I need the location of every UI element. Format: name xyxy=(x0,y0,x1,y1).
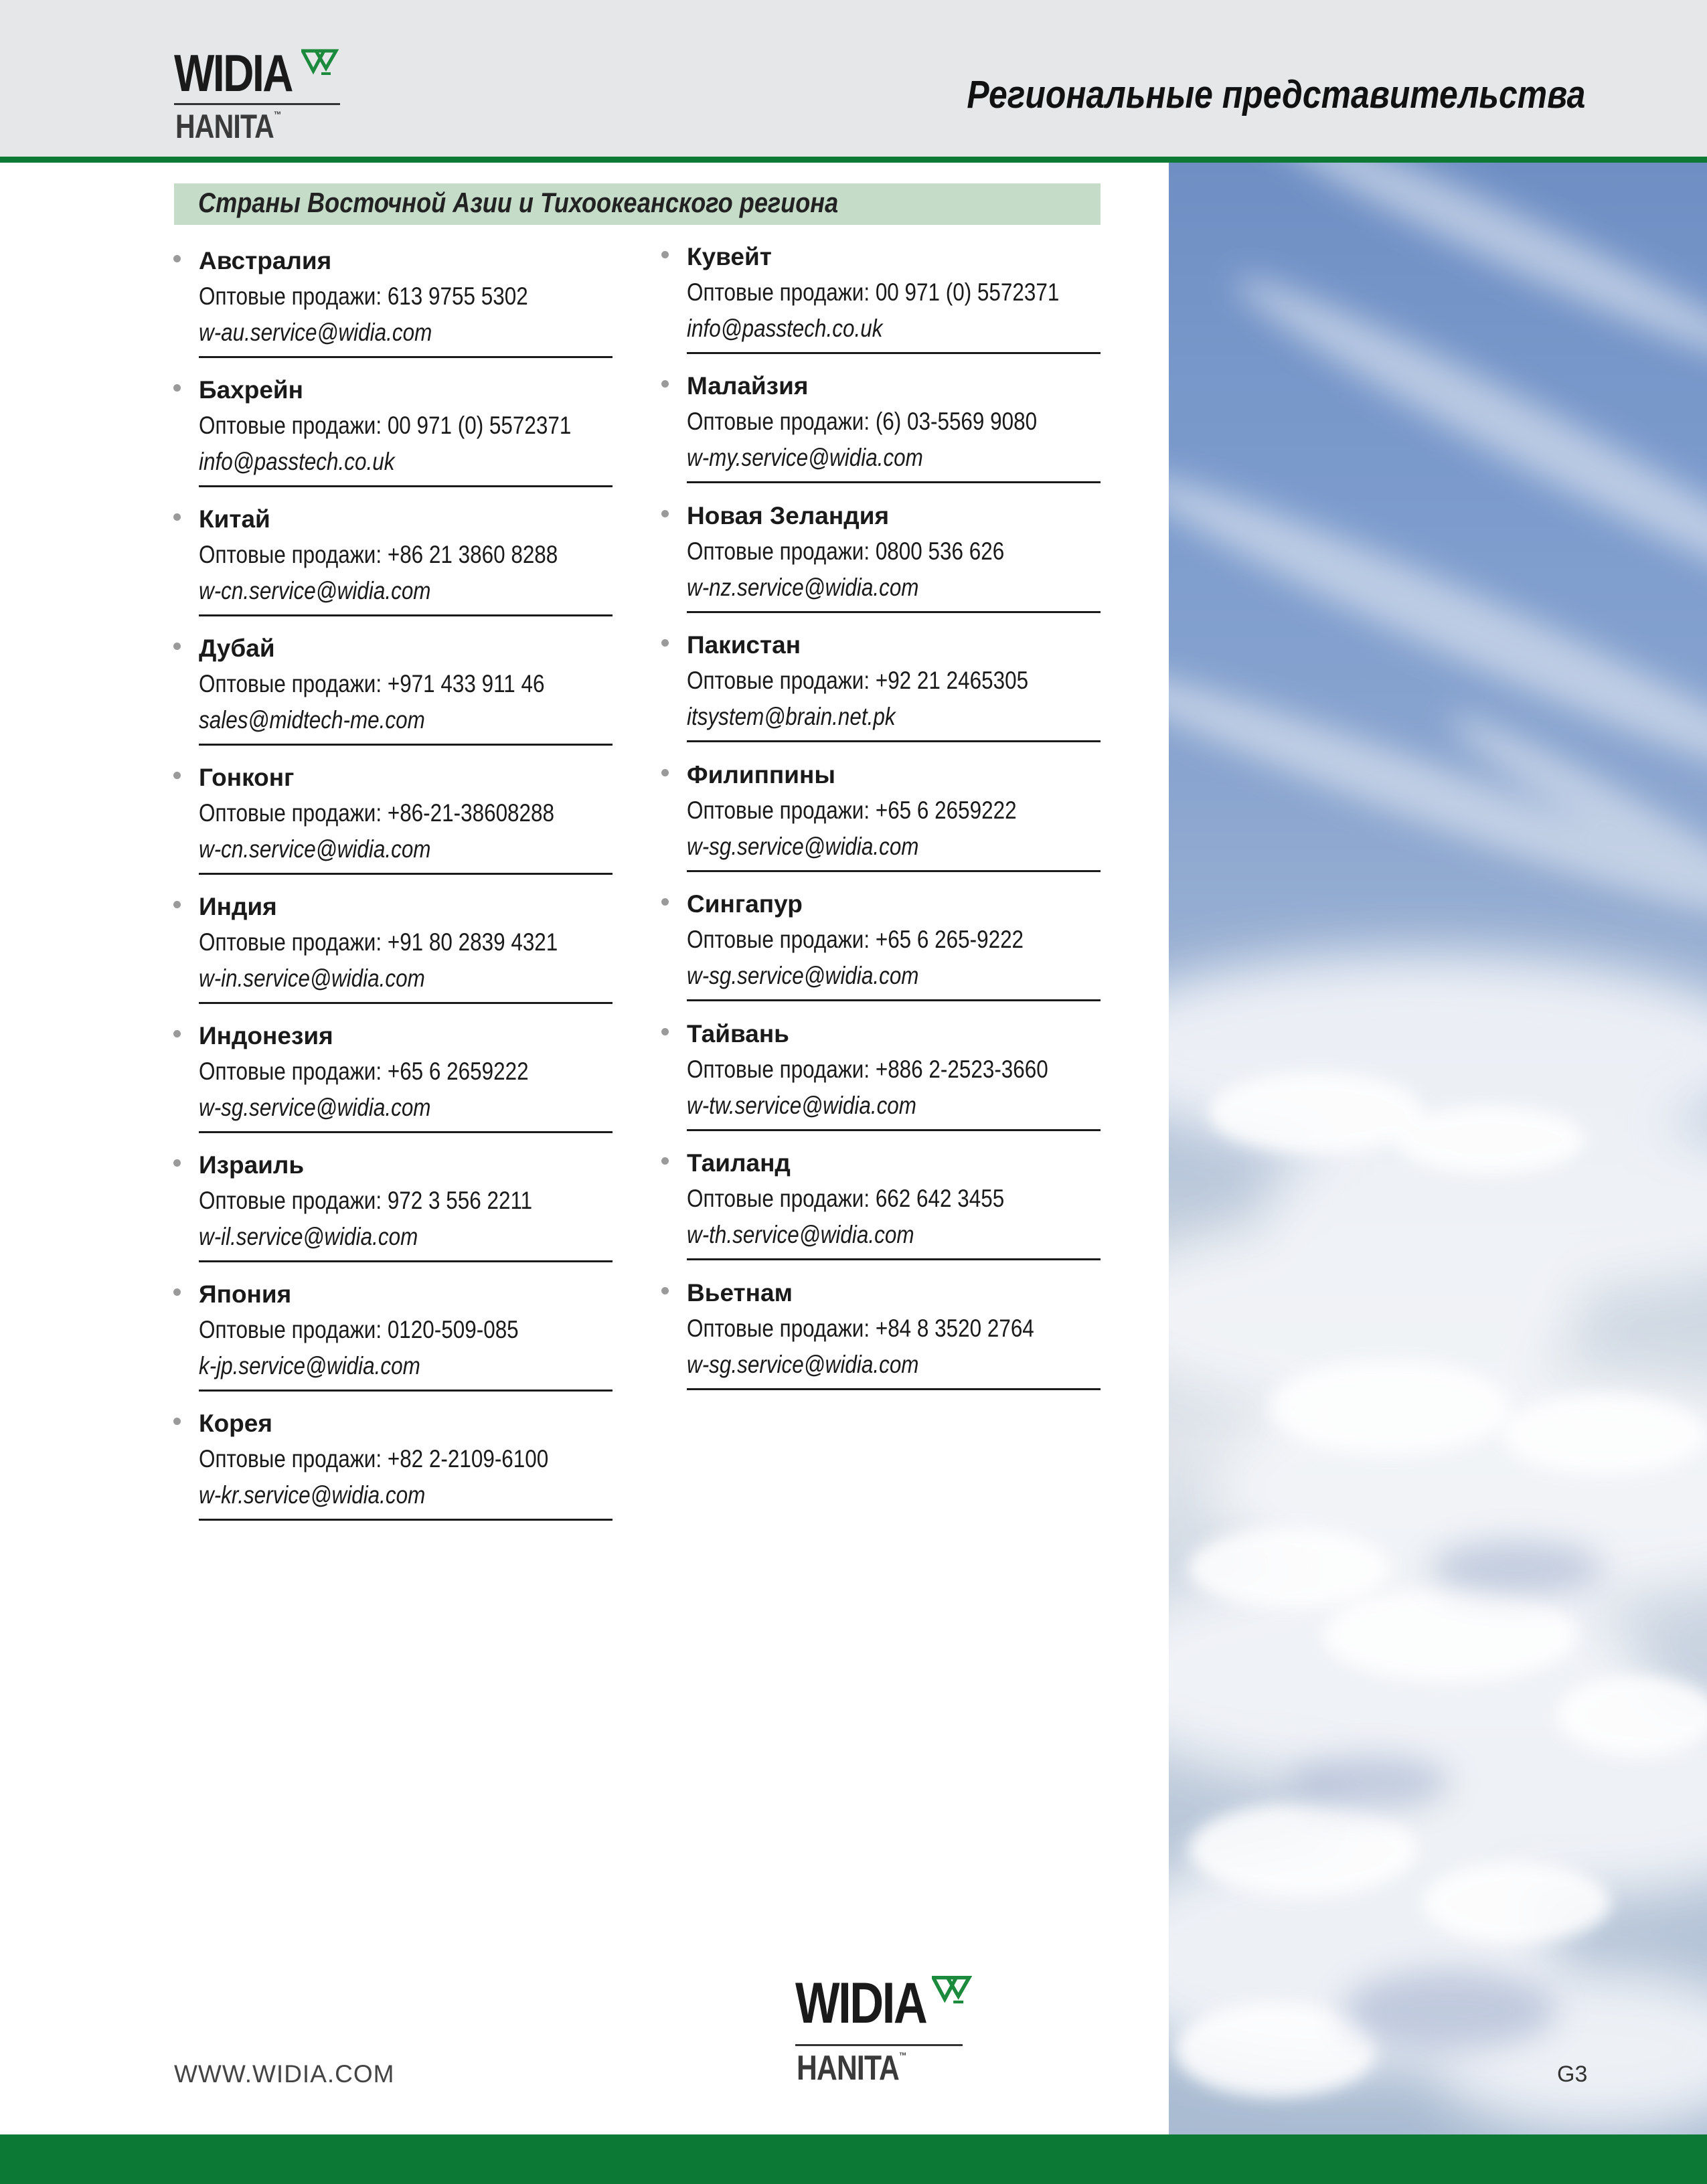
bullet-dot-icon xyxy=(661,1028,669,1035)
country-name: Гонконг xyxy=(199,764,295,791)
office-entry-japan xyxy=(199,1280,613,1411)
office-entry-korea xyxy=(199,1410,613,1540)
bullet-dot-icon xyxy=(173,513,181,521)
email-link[interactable]: w-nz.service@widia.com xyxy=(687,574,919,601)
logo-hanita-text: HANITA™ xyxy=(175,108,281,145)
country-name: Пакистан xyxy=(687,631,801,659)
phone-line: Оптовые продажи: 972 3 556 2211 xyxy=(199,1187,533,1214)
country-name: Сингапур xyxy=(687,890,803,918)
phone-line: Оптовые продажи: 662 642 3455 xyxy=(687,1185,1005,1212)
email-link[interactable]: w-sg.service@widia.com xyxy=(199,1094,431,1121)
email-link[interactable]: info@passtech.co.uk xyxy=(687,315,883,342)
entry-divider xyxy=(687,870,1101,872)
footer-logo xyxy=(795,1971,976,2088)
country-name: Новая Зеландия xyxy=(687,502,890,529)
country-name: Дубай xyxy=(199,635,275,662)
logo-divider xyxy=(174,103,340,105)
phone-line: Оптовые продажи: +86-21-38608288 xyxy=(199,799,555,827)
office-entry-india xyxy=(199,893,613,1023)
office-entry-malaysia xyxy=(687,372,1101,503)
phone-line: Оптовые продажи: +886 2-2523-3660 xyxy=(687,1056,1048,1083)
phone-line: Оптовые продажи: 0120-509-085 xyxy=(199,1316,519,1343)
phone-line: Оптовые продажи: +65 6 265-9222 xyxy=(687,926,1024,953)
entry-divider xyxy=(199,485,613,487)
phone-line: Оптовые продажи: (6) 03-5569 9080 xyxy=(687,408,1038,435)
office-entry-indonesia xyxy=(199,1022,613,1153)
entry-divider xyxy=(199,1260,613,1262)
bullet-dot-icon xyxy=(173,901,181,908)
entry-divider xyxy=(199,1519,613,1521)
bullet-dot-icon xyxy=(661,898,669,906)
bullet-dot-icon xyxy=(173,772,181,779)
email-link[interactable]: w-cn.service@widia.com xyxy=(199,835,431,863)
widia-triangle-logo-icon xyxy=(932,1975,972,2008)
logo-hanita-text: HANITA™ xyxy=(797,2049,906,2088)
phone-line: Оптовые продажи: +65 6 2659222 xyxy=(687,796,1017,824)
bullet-dot-icon xyxy=(661,510,669,517)
phone-line: Оптовые продажи: +82 2-2109-6100 xyxy=(199,1445,549,1473)
entry-divider xyxy=(687,1129,1101,1131)
phone-line: Оптовые продажи: 0800 536 626 xyxy=(687,537,1005,565)
office-entry-australia xyxy=(199,247,613,377)
email-link[interactable]: w-in.service@widia.com xyxy=(199,964,425,992)
header-green-rule xyxy=(0,157,1707,163)
bullet-dot-icon xyxy=(173,255,181,262)
bullet-dot-icon xyxy=(661,769,669,776)
bullet-dot-icon xyxy=(661,380,669,388)
office-entry-vietnam xyxy=(687,1279,1101,1410)
phone-line: Оптовые продажи: +86 21 3860 8288 xyxy=(199,541,558,568)
phone-line: Оптовые продажи: +971 433 911 46 xyxy=(199,670,545,697)
bullet-dot-icon xyxy=(173,643,181,650)
section-title: Страны Восточной Азии и Тихоокеанского региона xyxy=(198,187,839,218)
email-link[interactable]: w-my.service@widia.com xyxy=(687,444,923,471)
email-link[interactable]: w-tw.service@widia.com xyxy=(687,1092,917,1119)
phone-line: Оптовые продажи: +91 80 2839 4321 xyxy=(199,928,558,956)
entry-divider xyxy=(199,744,613,746)
country-name: Кувейт xyxy=(687,243,772,270)
page-title: Региональные представительства xyxy=(967,73,1585,116)
bullet-dot-icon xyxy=(173,1288,181,1296)
entry-divider xyxy=(199,356,613,358)
country-name: Корея xyxy=(199,1410,272,1437)
office-entry-singapore xyxy=(687,890,1101,1021)
office-entry-kuwait xyxy=(687,243,1101,373)
entry-divider xyxy=(687,352,1101,354)
page-number: G3 xyxy=(1557,2062,1588,2087)
email-link[interactable]: w-sg.service@widia.com xyxy=(687,833,919,860)
bullet-dot-icon xyxy=(173,384,181,392)
bullet-dot-icon xyxy=(173,1030,181,1037)
country-name: Вьетнам xyxy=(687,1279,793,1307)
email-link[interactable]: k-jp.service@widia.com xyxy=(199,1352,420,1379)
country-name: Китай xyxy=(199,505,270,533)
entry-divider xyxy=(687,999,1101,1001)
entry-divider xyxy=(199,1390,613,1392)
country-name: Япония xyxy=(199,1280,292,1308)
phone-line: Оптовые продажи: 00 971 (0) 5572371 xyxy=(199,412,572,439)
email-link[interactable]: itsystem@brain.net.pk xyxy=(687,703,896,730)
clouds-illustration xyxy=(1169,163,1707,2134)
office-entry-bahrain xyxy=(199,376,613,507)
widia-triangle-logo-icon xyxy=(301,48,339,79)
email-link[interactable]: sales@midtech-me.com xyxy=(199,706,425,734)
phone-line: Оптовые продажи: 613 9755 5302 xyxy=(199,282,528,310)
country-name: Индия xyxy=(199,893,277,920)
email-link[interactable]: w-au.service@widia.com xyxy=(199,319,432,346)
logo-widia-text: WIDIA xyxy=(795,1971,926,2035)
email-link[interactable]: w-il.service@widia.com xyxy=(199,1223,418,1250)
sky-clouds-photo xyxy=(1169,163,1707,2134)
footer-website-link[interactable]: WWW.WIDIA.COM xyxy=(174,2060,395,2088)
phone-line: Оптовые продажи: 00 971 (0) 5572371 xyxy=(687,278,1060,306)
office-entry-new-zealand xyxy=(687,502,1101,633)
bullet-dot-icon xyxy=(661,251,669,258)
phone-line: Оптовые продажи: +84 8 3520 2764 xyxy=(687,1315,1034,1342)
country-name: Малайзия xyxy=(687,372,809,400)
office-entry-thailand xyxy=(687,1149,1101,1280)
office-entry-dubai xyxy=(199,635,613,765)
email-link[interactable]: w-sg.service@widia.com xyxy=(687,962,919,989)
bullet-dot-icon xyxy=(173,1159,181,1167)
office-entry-philippines xyxy=(687,761,1101,892)
country-name: Таиланд xyxy=(687,1149,791,1177)
bullet-dot-icon xyxy=(661,1287,669,1294)
email-link[interactable]: w-sg.service@widia.com xyxy=(687,1351,919,1378)
email-link[interactable]: w-kr.service@widia.com xyxy=(199,1481,426,1509)
logo-divider xyxy=(795,2044,963,2046)
country-name: Филиппины xyxy=(687,761,835,788)
entry-divider xyxy=(687,611,1101,613)
phone-line: Оптовые продажи: +65 6 2659222 xyxy=(199,1058,529,1085)
entry-divider xyxy=(687,1258,1101,1260)
country-name: Израиль xyxy=(199,1151,305,1179)
entry-divider xyxy=(199,614,613,616)
logo-widia-text: WIDIA xyxy=(174,44,292,102)
office-entry-pakistan xyxy=(687,631,1101,762)
email-link[interactable]: w-th.service@widia.com xyxy=(687,1221,914,1248)
country-name: Бахрейн xyxy=(199,376,304,404)
header-logo xyxy=(174,44,348,147)
phone-line: Оптовые продажи: +92 21 2465305 xyxy=(687,667,1029,694)
entry-divider xyxy=(199,1002,613,1004)
entry-divider xyxy=(687,481,1101,483)
office-entry-taiwan xyxy=(687,1020,1101,1151)
office-entry-israel xyxy=(199,1151,613,1282)
office-entry-china xyxy=(199,505,613,636)
bullet-dot-icon xyxy=(661,1157,669,1165)
bullet-dot-icon xyxy=(173,1418,181,1425)
entry-divider xyxy=(199,873,613,875)
country-name: Тайвань xyxy=(687,1020,789,1047)
country-name: Австралия xyxy=(199,247,332,274)
bullet-dot-icon xyxy=(661,639,669,647)
country-name: Индонезия xyxy=(199,1022,333,1049)
entry-divider xyxy=(199,1131,613,1133)
email-link[interactable]: w-cn.service@widia.com xyxy=(199,577,431,604)
entry-divider xyxy=(687,740,1101,742)
office-entry-hong-kong xyxy=(199,764,613,894)
footer-green-bar xyxy=(0,2134,1707,2184)
email-link[interactable]: info@passtech.co.uk xyxy=(199,448,395,475)
entry-divider xyxy=(687,1388,1101,1390)
